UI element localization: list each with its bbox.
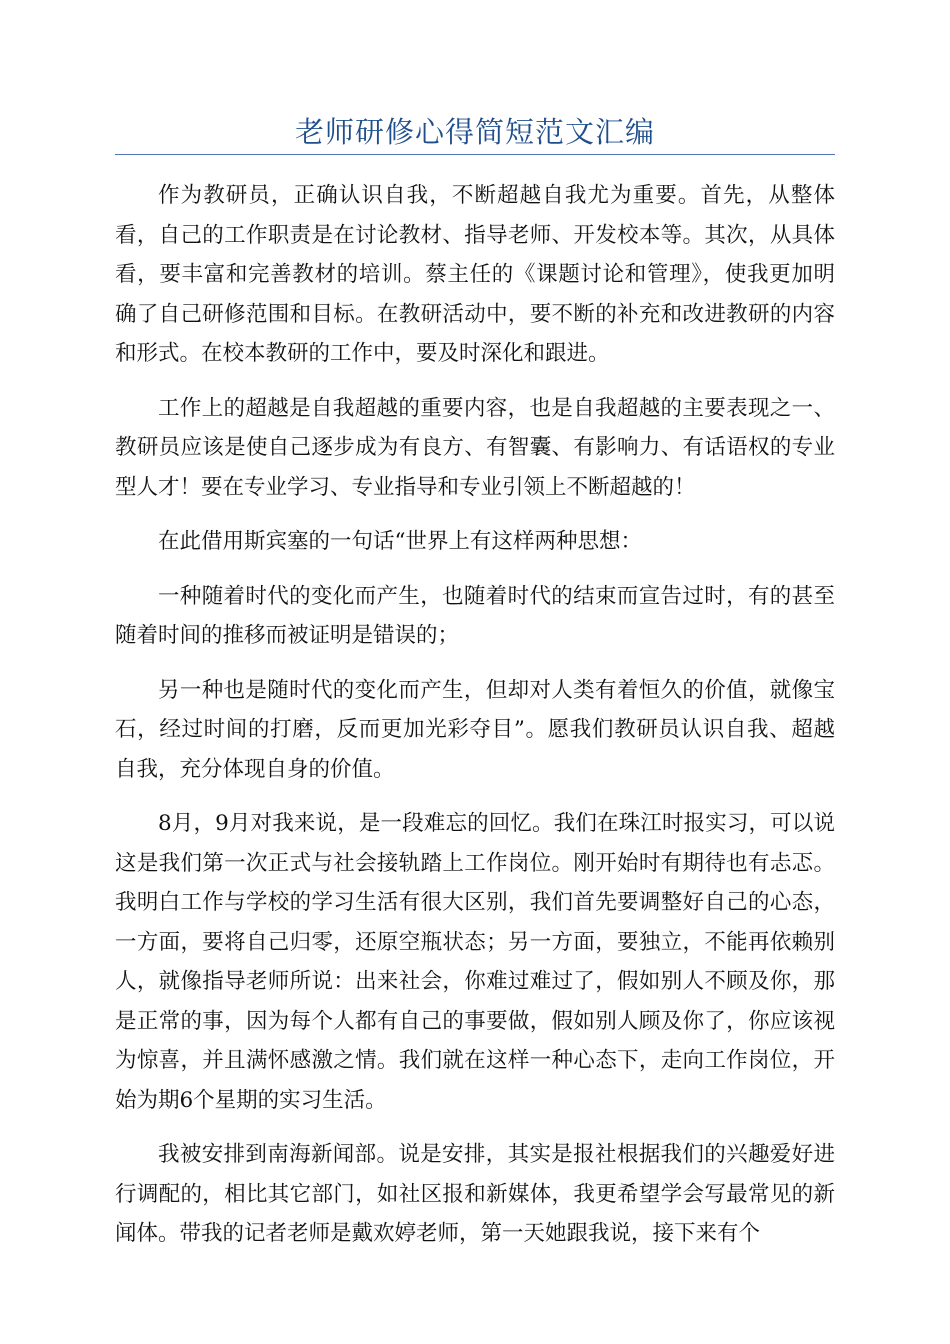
- paragraph: 另一种也是随时代的变化而产生，但却对人类有着恒久的价值，就像宝石，经过时间的打磨，反而更加光彩夺目”。愿我们教研员认识自我、超越自我，充分体现自身的价值。: [115, 677, 835, 782]
- document-body: [115, 176, 835, 1269]
- paragraph: 一种随着时代的变化而产生，也随着时代的结束而宣告过时，有的甚至随着时间的推移而被证明是错误的；: [115, 583, 835, 648]
- paragraph: 作为教研员，正确认识自我，不断超越自我尤为重要。首先，从整体看，自己的工作职责是在讨论教材、指导老师、开发校本等。其次，从具体看，要丰富和完善教材的培训。蔡主任的《课题讨论和管理》，使我更加明确了自己研修范围和目标。在教研活动中，要不断的补充和改进教研的内容和形式。在校本教研的工作中，要及时深化和跟进。: [115, 183, 835, 366]
- paragraph: 我被安排到南海新闻部。说是安排，其实是报社根据我们的兴趣爱好进行调配的，相比其它部门，如社区报和新媒体，我更希望学会写最常见的新闻体。带我的记者老师是戴欢婷老师，第一天她跟我说，接下来有个: [115, 1142, 835, 1246]
- paragraph: 8月，9月对我来说，是一段难忘的回忆。我们在珠江时报实习，可以说这是我们第一次正式与社会接轨踏上工作岗位。刚开始时有期待也有忐忑。我明白工作与学校的学习生活有很大区别，我们首先要调整好自己的心态，一方面，要将自己归零，还原空瓶状态；另一方面，要独立，不能再依赖别人，就像指导老师所说：出来社会，你难过难过了，假如别人不顾及你，那是正常的事，因为每个人都有自己的事要做，假如别人顾及你了，你应该视为惊喜，并且满怀感激之情。我们就在这样一种心态下，走向工作岗位，开始为期6个星期的实习生活。: [115, 811, 835, 1113]
- document-title: 老师研修心得简短范文汇编: [294, 115, 655, 149]
- paragraph: 工作上的超越是自我超越的重要内容，也是自我超越的主要表现之一、教研员应该是使自己逐步成为有良方、有智囊、有影响力、有话语权的专业型人才！要在专业学习、专业指导和专业引领上不断超越的！: [115, 395, 835, 500]
- paragraph: 在此借用斯宾塞的一句话“世界上有这样两种思想：: [158, 529, 642, 554]
- title-underline-divider: [115, 154, 835, 155]
